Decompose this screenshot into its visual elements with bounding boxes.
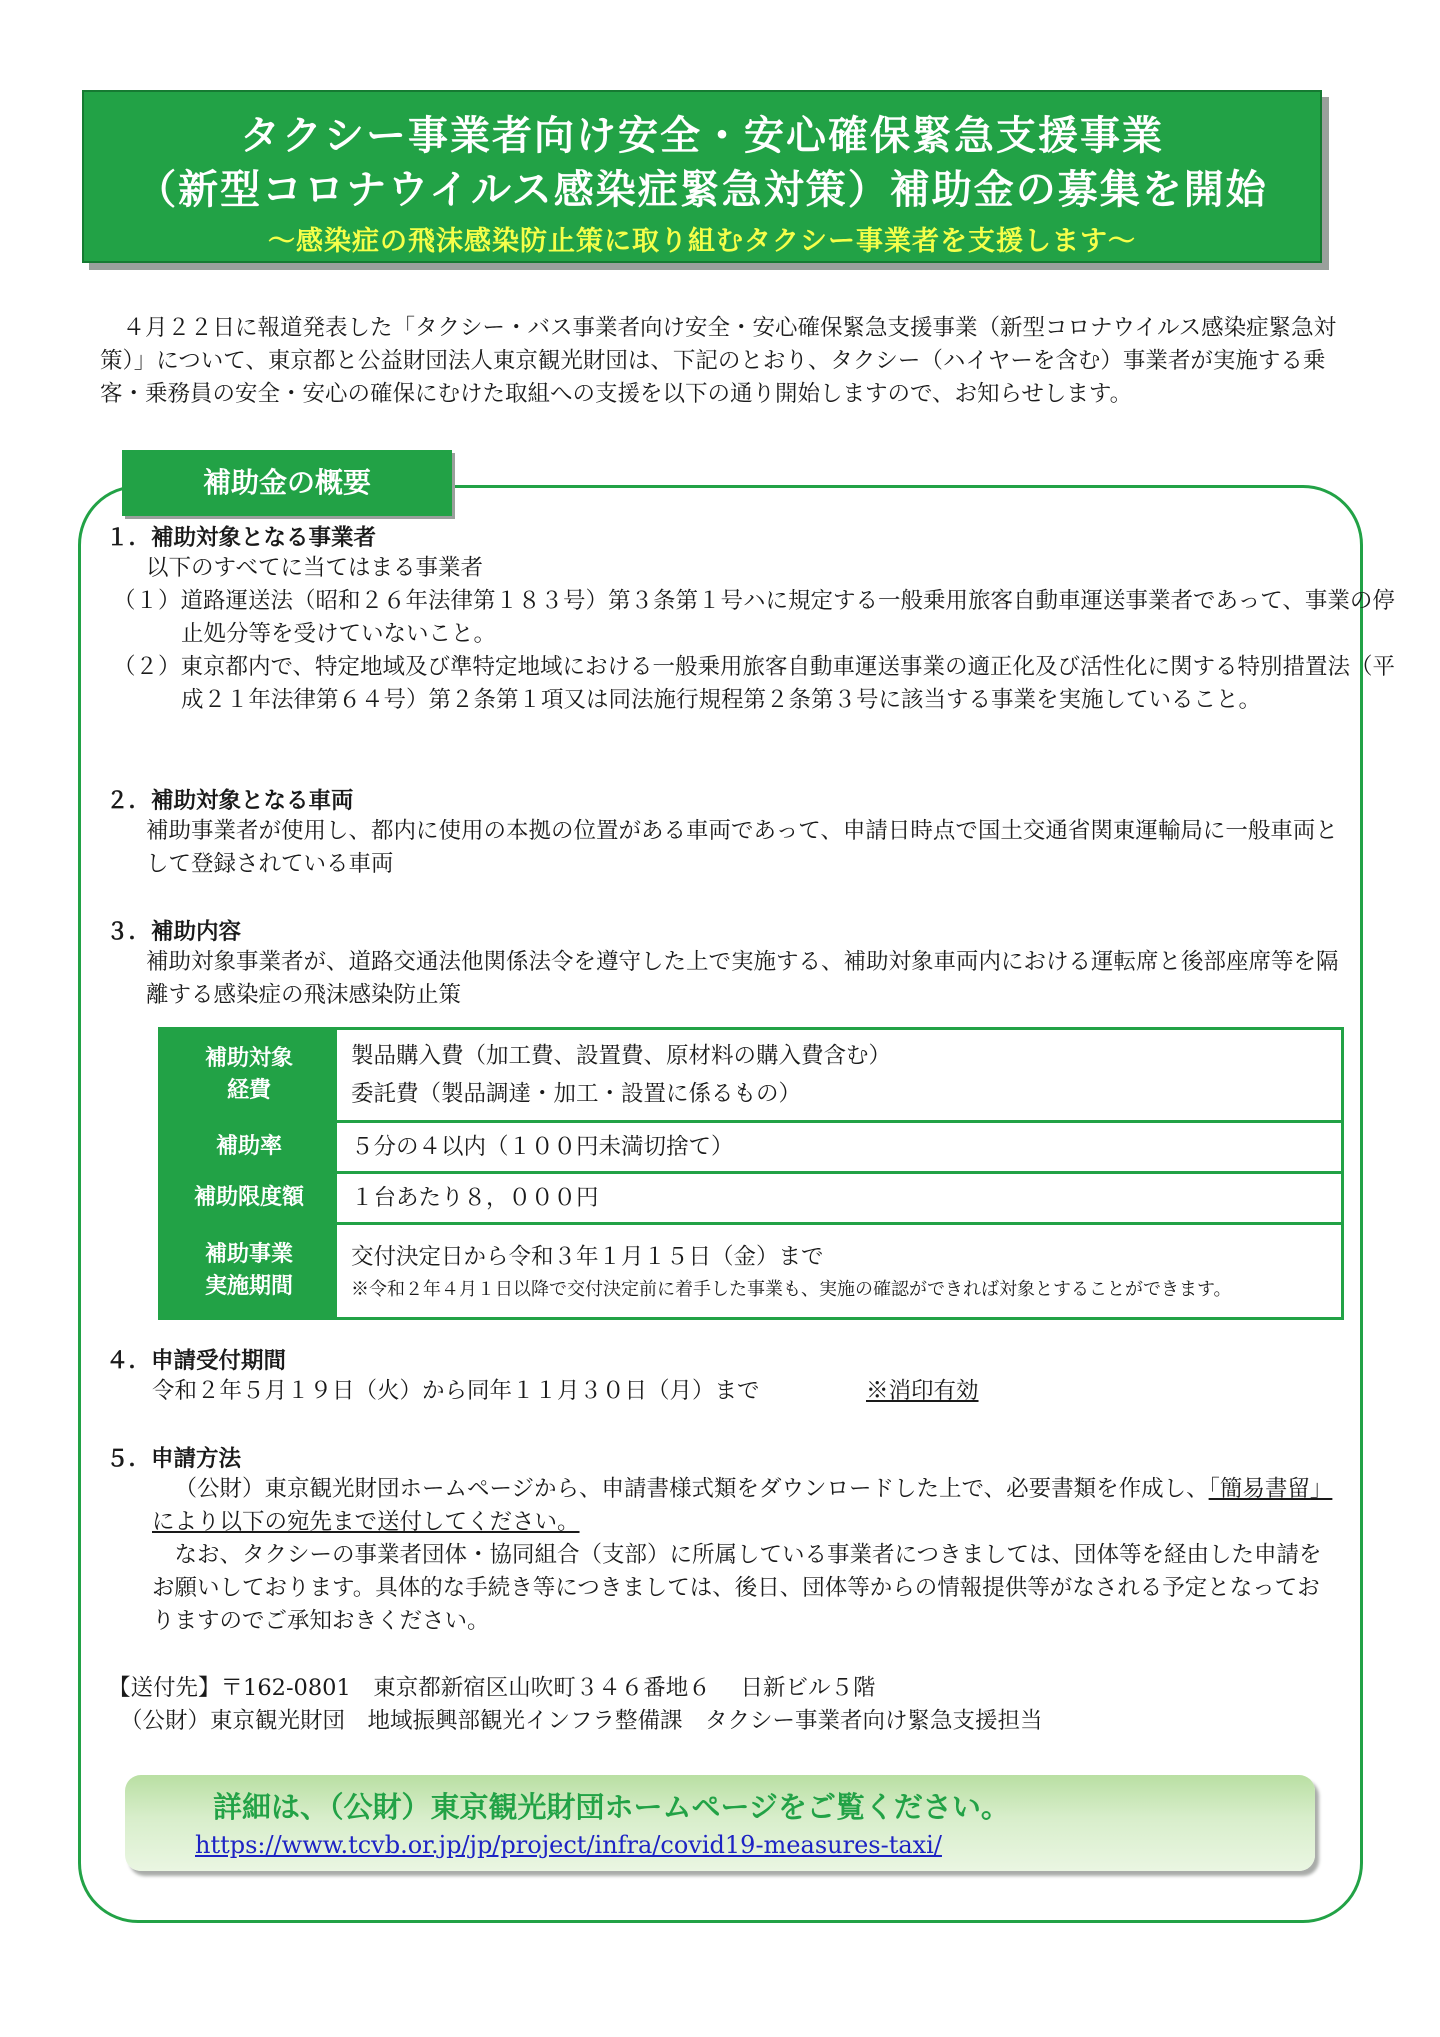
address-line-1: 【送付先】〒162-0801 東京都新宿区山吹町３４６番地６ 日新ビル５階 bbox=[108, 1675, 876, 1701]
table-row bbox=[161, 1225, 1341, 1317]
table-value-line: 製品購入費（加工費、設置費、原材料の購入費含む） bbox=[351, 1043, 892, 1069]
table-label: 補助率 bbox=[161, 1123, 337, 1171]
table-value-line: 交付決定日から令和３年１月１５日（金）まで bbox=[351, 1244, 824, 1270]
title-subtitle: ～感染症の飛沫感染防止策に取り組むタクシー事業者を支援します～ bbox=[268, 226, 1136, 257]
section-3-text: 補助対象事業者が、道路交通法他関係法令を遵守した上で実施する、補助対象車両内における運転席と後部座席等を隔離する感染症の飛沫感染防止策 bbox=[146, 949, 1339, 1008]
intro-paragraph: ４月２２日に報道発表した「タクシー・バス事業者向け安全・安心確保緊急支援事業（新型コロナウイルス感染症緊急対策）」について、東京都と公益財団法人東京観光財団は、下記のとおり、タクシー（ハイヤーを含む）事業者が実施する乗客・乗務員の安全・安心の確保にむけた取組への支援を以下の通り開始しますので、お知らせします。 bbox=[100, 315, 1337, 407]
title-line-2: （新型コロナウイルス感染症緊急対策）補助金の募集を開始 bbox=[136, 167, 1268, 213]
table-label bbox=[161, 1030, 337, 1120]
table-value bbox=[337, 1030, 1341, 1120]
table-value-line: 委託費（製品調達・加工・設置に係るもの） bbox=[351, 1081, 802, 1107]
table-label-line: 補助対象 bbox=[204, 1046, 293, 1071]
table-value: １台あたり８，０００円 bbox=[351, 1185, 599, 1211]
section-2-text: 補助事業者が使用し、都内に使用の本拠の位置がある車両であって、申請日時点で国土交通省関東運輸局に一般車両として登録されている車両 bbox=[146, 818, 1338, 877]
table-label-line: 実施期間 bbox=[204, 1274, 293, 1299]
registered-mail-note: 「簡易書留」により以下の宛先まで送付してください。 bbox=[152, 1476, 1333, 1535]
section-5-paragraph-1 bbox=[152, 1473, 1342, 1539]
section-1-lead: 以下のすべてに当てはまる事業者 bbox=[146, 555, 484, 581]
table-note: ※令和２年４月１日以降で交付決定前に着手した事業も、実施の確認ができれば対象とすることができます。 bbox=[351, 1279, 1232, 1300]
table-row bbox=[161, 1123, 1341, 1174]
section-1-item-1: （１）道路運送法（昭和２６年法律第１８３号）第３条第１号ハに規定する一般乗用旅客自動車運送事業者であって、事業の停止処分等を受けていないこと。 bbox=[113, 588, 1395, 647]
table-value bbox=[337, 1225, 1341, 1317]
title-banner bbox=[82, 90, 1322, 263]
table-label-line: 補助事業 bbox=[204, 1242, 293, 1267]
address-line-2: （公財）東京観光財団 地域振興部観光インフラ整備課 タクシー事業者向け緊急支援担当 bbox=[120, 1708, 1043, 1734]
table-label: 補助限度額 bbox=[161, 1174, 337, 1222]
section-4-text: 令和２年５月１９日（火）から同年１１月３０日（月）まで bbox=[152, 1378, 760, 1404]
table-row bbox=[161, 1174, 1341, 1225]
website-link[interactable]: https://www.tcvb.or.jp/jp/project/infra/covid19-measures-taxi/ bbox=[195, 1831, 942, 1859]
subsidy-table bbox=[158, 1027, 1344, 1320]
table-label-line: 経費 bbox=[226, 1078, 271, 1103]
details-box bbox=[125, 1775, 1315, 1871]
section-5-text: （公財）東京観光財団ホームページから、申請書様式類をダウンロードした上で、必要書類を作成し、 bbox=[174, 1476, 1209, 1502]
section-4-heading: ４．申請受付期間 bbox=[106, 1348, 287, 1374]
section-2-heading: ２．補助対象となる車両 bbox=[106, 788, 354, 814]
table-label bbox=[161, 1225, 337, 1317]
table-value: ５分の４以内（１００円未満切捨て） bbox=[351, 1134, 734, 1160]
section-5-heading: ５．申請方法 bbox=[106, 1446, 242, 1472]
details-title: 詳細は、（公財）東京観光財団ホームページをご覧ください。 bbox=[213, 1790, 1010, 1824]
overview-label: 補助金の概要 bbox=[122, 450, 452, 516]
table-row bbox=[161, 1030, 1341, 1123]
section-1-item-2: （２）東京都内で、特定地域及び準特定地域における一般乗用旅客自動車運送事業の適正化及び活性化に関する特別措置法（平成２１年法律第６４号）第２条第１項又は同法施行規程第２条第３号に該当する事業を実施していること。 bbox=[113, 654, 1396, 713]
section-5-paragraph-2: なお、タクシーの事業者団体・協同組合（支部）に所属している事業者につきましては、団体等を経由した申請をお願いしております。具体的な手続き等につきましては、後日、団体等からの情報提供等がなされる予定となっておりますのでご承知おきください。 bbox=[152, 1542, 1322, 1634]
section-3-heading: ３．補助内容 bbox=[106, 919, 242, 945]
title-line-1: タクシー事業者向け安全・安心確保緊急支援事業 bbox=[240, 113, 1164, 159]
postmark-note: ※消印有効 bbox=[866, 1378, 979, 1404]
section-1-heading: １．補助対象となる事業者 bbox=[106, 525, 377, 551]
